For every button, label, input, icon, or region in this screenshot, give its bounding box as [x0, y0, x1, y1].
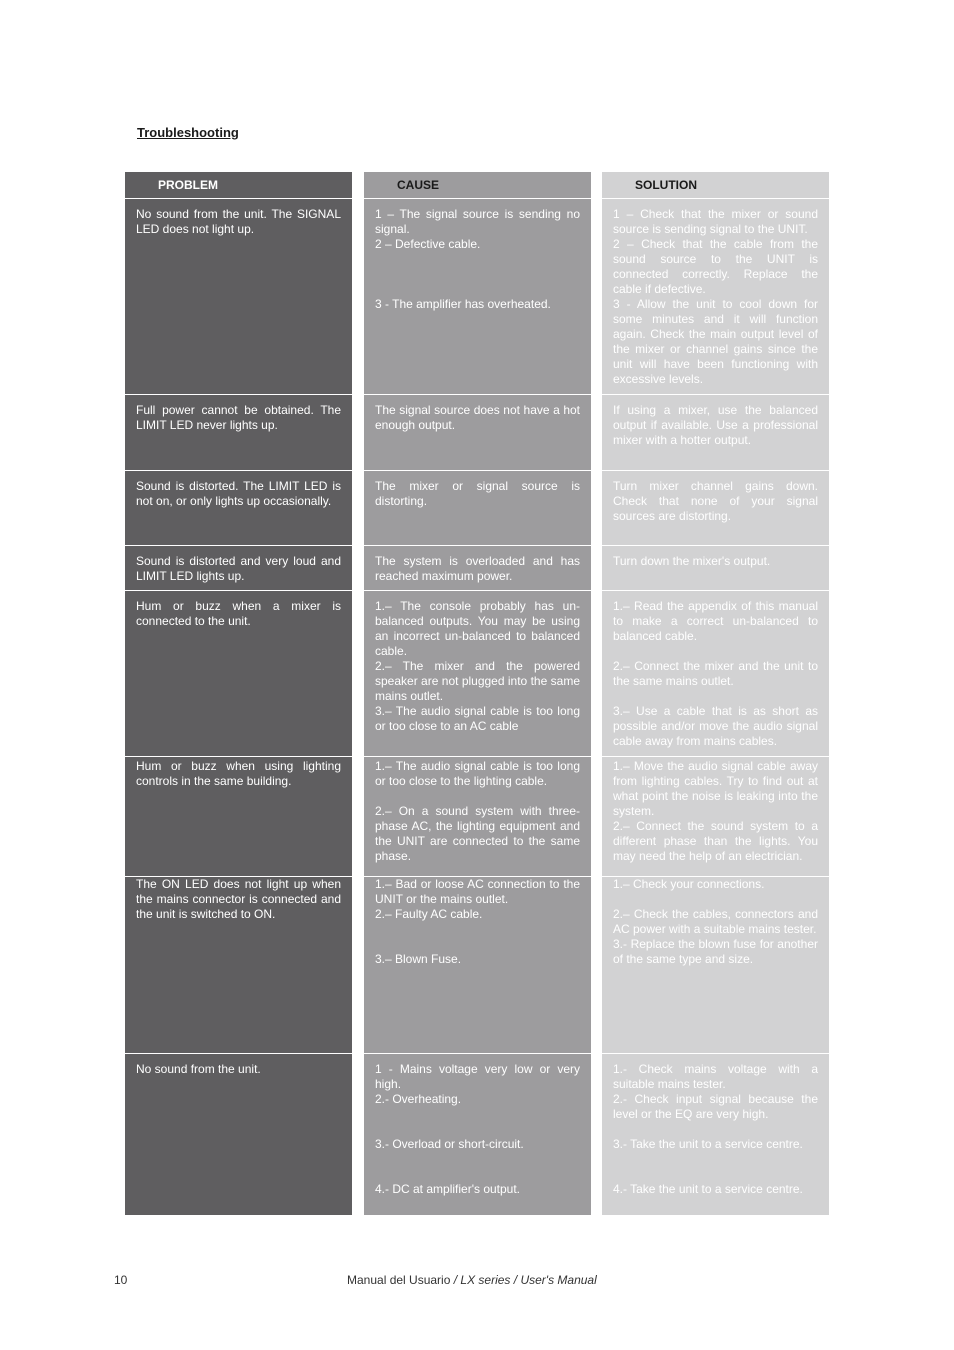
solution-cell-8 — [602, 1054, 829, 1216]
problem-column — [125, 172, 352, 1216]
problem-text: Sound is distorted. The LIMIT LED is not on, or only lights up occasionally. — [136, 479, 341, 508]
cause-cell-3 — [364, 471, 591, 546]
footer-title-en: User's Manual — [520, 1273, 597, 1287]
problem-cell-1 — [125, 199, 352, 395]
page-number: 10 — [114, 1273, 128, 1287]
footer-separator: / — [510, 1273, 521, 1287]
cause-text: 2.- Overheating. — [375, 1092, 462, 1106]
solution-text: Turn down the mixer's output. — [613, 554, 771, 568]
problem-cell-6 — [125, 757, 352, 877]
solution-cell-5 — [602, 591, 829, 757]
problem-cell-7 — [125, 877, 352, 1054]
problem-header: PROBLEM — [125, 172, 352, 199]
problem-text: The ON LED does not light up when the mains connector is connected and the unit is switched to ON. — [136, 877, 341, 921]
cause-text: The system is overloaded and has reached maximum power. — [375, 554, 580, 583]
solution-text: 1.– Read the appendix of this manual to make a correct un-balanced to balanced cable. — [613, 599, 818, 643]
cause-text: 3 - The amplifier has overheated. — [375, 297, 551, 311]
cause-text: 2.– Faulty AC cable. — [375, 907, 483, 921]
cause-text: 2.– The mixer and the powered speaker are not plugged into the same mains outlet. — [375, 659, 580, 703]
problem-cell-4 — [125, 546, 352, 591]
cause-text: The signal source does not have a hot enough output. — [375, 403, 580, 432]
solution-text: Turn mixer channel gains down. Check that none of your signal sources are distorting. — [613, 479, 818, 523]
cause-column — [364, 172, 591, 1216]
cause-cell-2 — [364, 395, 591, 471]
problem-text: No sound from the unit. — [136, 1062, 261, 1076]
solution-text: If using a mixer, use the balanced output if available. Use a professional mixer with a hotter output. — [613, 403, 818, 447]
problem-text: Full power cannot be obtained. The LIMIT LED never lights up. — [136, 403, 341, 432]
cause-text: 1.– The audio signal cable is too long or too close to the lighting cable. — [375, 759, 580, 788]
solution-text: 1.– Move the audio signal cable away from lighting cables. Try to find out at what point the noise is leaking into the system. — [613, 759, 818, 818]
solution-cell-3 — [602, 471, 829, 546]
problem-text: Sound is distorted and very loud and LIMIT LED lights up. — [136, 554, 341, 583]
cause-cell-8 — [364, 1054, 591, 1216]
section-title: Troubleshooting — [137, 125, 239, 140]
cause-text: The mixer or signal source is distorting. — [375, 479, 580, 508]
problem-cell-2 — [125, 395, 352, 471]
solution-cell-6 — [602, 757, 829, 877]
cause-text: 2.– On a sound system with three-phase AC, the lighting equipment and the UNIT are connected to the same phase. — [375, 804, 580, 863]
solution-header: SOLUTION — [602, 172, 829, 199]
solution-column — [602, 172, 829, 1216]
cause-header: CAUSE — [364, 172, 591, 199]
solution-text: 2.– Connect the sound system to a different phase than the lights. You may need the help of an electrician. — [613, 819, 818, 863]
cause-text: 1 - Mains voltage very low or very high. — [375, 1062, 580, 1091]
solution-text: 2.– Check the cables, connectors and AC power with a suitable mains tester. — [613, 907, 818, 936]
solution-text: 3 - Allow the unit to cool down for some minutes and it will function again. Check the main output level of the mixer or channel gains since the unit will have been functioning with excessive levels. — [613, 297, 818, 386]
solution-text: 3.- Replace the blown fuse for another of the same type and size. — [613, 937, 818, 966]
problem-text: Hum or buzz when using lighting controls in the same building. — [136, 759, 341, 788]
cause-text: 3.– The audio signal cable is too long or too close to an AC cable — [375, 704, 580, 733]
cause-text: 2 – Defective cable. — [375, 237, 481, 251]
cause-cell-4 — [364, 546, 591, 591]
footer-title-es: Manual del Usuario — [347, 1273, 451, 1287]
problem-cell-3 — [125, 471, 352, 546]
problem-cell-8 — [125, 1054, 352, 1216]
solution-cell-2 — [602, 395, 829, 471]
problem-text: Hum or buzz when a mixer is connected to the unit. — [136, 599, 341, 628]
cause-text: 1.– Bad or loose AC connection to the UNIT or the mains outlet. — [375, 877, 580, 906]
solution-text: 1.- Check mains voltage with a suitable mains tester. — [613, 1062, 818, 1091]
solution-text: 2 – Check that the cable from the sound source to the UNIT is connected correctly. Replace the cable if defective. — [613, 237, 818, 296]
cause-text: 1.– The console probably has un-balanced outputs. You may be using an incorrect un-balanced to balanced cable. — [375, 599, 580, 658]
solution-text: 2.- Check input signal because the level or the EQ are very high. — [613, 1092, 818, 1121]
solution-text: 1 – Check that the mixer or sound source is sending signal to the UNIT. — [613, 207, 818, 236]
footer-series: LX series — [460, 1273, 511, 1287]
cause-cell-7 — [364, 877, 591, 1054]
cause-text: 3.– Blown Fuse. — [375, 952, 462, 966]
problem-text: No sound from the unit. The SIGNAL LED does not light up. — [136, 207, 341, 236]
solution-cell-4 — [602, 546, 829, 591]
cause-cell-1 — [364, 199, 591, 395]
solution-text: 1.– Check your connections. — [613, 877, 765, 891]
cause-text: 1 – The signal source is sending no signal. — [375, 207, 580, 236]
solution-text: 2.– Connect the mixer and the unit to the same mains outlet. — [613, 659, 818, 688]
solution-cell-7 — [602, 877, 829, 1054]
cause-cell-5 — [364, 591, 591, 757]
cause-cell-6 — [364, 757, 591, 877]
solution-text: 4.- Take the unit to a service centre. — [613, 1182, 803, 1196]
solution-text: 3.- Take the unit to a service centre. — [613, 1137, 803, 1151]
footer-title — [347, 1273, 597, 1287]
solution-cell-1 — [602, 199, 829, 395]
footer-separator: / — [450, 1273, 461, 1287]
cause-text: 3.- Overload or short-circuit. — [375, 1137, 524, 1151]
cause-text: 4.- DC at amplifier's output. — [375, 1182, 521, 1196]
problem-cell-5 — [125, 591, 352, 757]
solution-text: 3.– Use a cable that is as short as possible and/or move the audio signal cable away from mains cables. — [613, 704, 818, 748]
